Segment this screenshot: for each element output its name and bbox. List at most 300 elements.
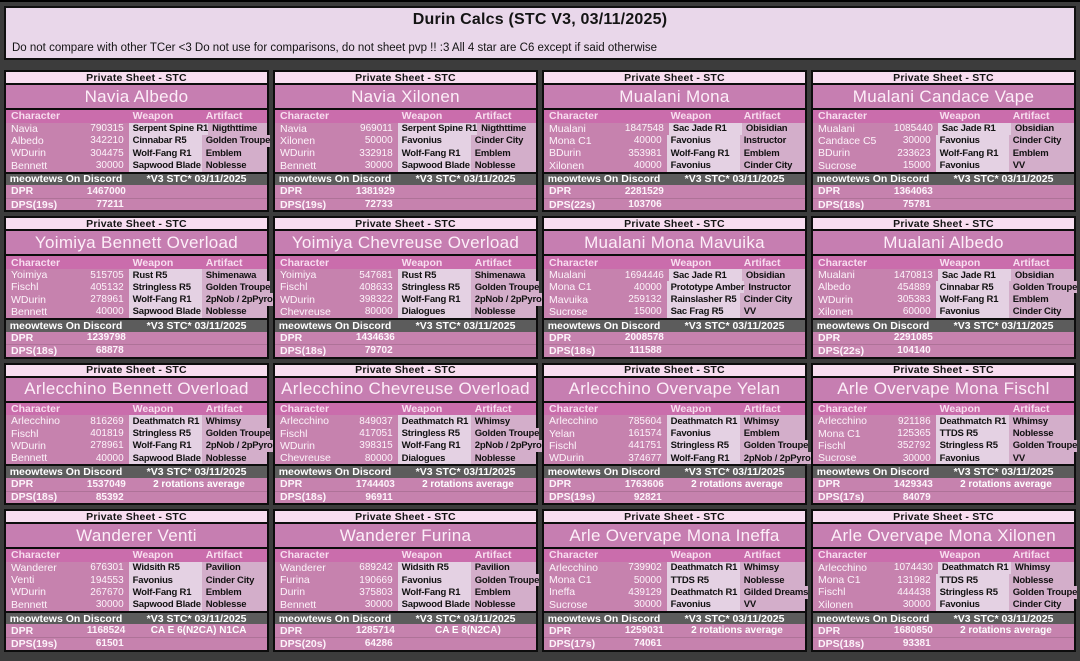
character-name-cell: Sucrose — [813, 452, 894, 464]
artifact-cell: Noblesse — [471, 159, 536, 171]
damage-value-cell: 50000 — [625, 574, 667, 586]
version-text: *V3 STC* 03/11/2025 — [684, 612, 785, 625]
artifact-cell: Golden Troupe — [471, 574, 539, 586]
calc-card — [542, 363, 811, 505]
weapon-cell: Dialogues — [398, 306, 471, 318]
weapon-cell: Rust R5 — [129, 269, 202, 281]
column-header-artifact: Artifact — [205, 403, 243, 415]
weapon-cell: Wolf-Fang R1 — [398, 440, 471, 452]
weapon-cell: Stringless R5 — [398, 281, 471, 293]
table-row — [813, 123, 1074, 135]
table-header-row — [6, 110, 267, 123]
card-title: Mualani Candace Vape — [813, 85, 1074, 110]
dps-row — [544, 637, 805, 650]
weapon-cell: Stringless R5 — [936, 586, 1009, 598]
damage-value-cell: 342210 — [87, 135, 129, 147]
credit-bar — [275, 172, 536, 186]
weapon-cell: Favonius — [936, 135, 1009, 147]
table-row — [275, 123, 536, 135]
character-name-cell: Wanderer — [275, 562, 356, 574]
column-header-weapon: Weapon — [670, 403, 712, 415]
table-row — [275, 415, 536, 427]
artifact-cell: Noblesse — [1009, 574, 1074, 586]
column-header-character: Character — [280, 549, 330, 562]
damage-value-cell: 30000 — [356, 599, 398, 611]
damage-value-cell: 267670 — [87, 586, 129, 598]
dps-value: 111588 — [629, 345, 662, 357]
dpr-row — [6, 185, 267, 198]
sheet-type-label: Private Sheet - STC — [544, 72, 805, 85]
character-name-cell: Chevreuse — [275, 452, 356, 464]
table-row — [544, 439, 809, 452]
column-header-artifact: Artifact — [474, 403, 512, 415]
dpr-label: DPR — [818, 624, 841, 637]
column-header-character: Character — [11, 256, 61, 269]
dpr-label: DPR — [280, 331, 303, 344]
dpr-label: DPR — [11, 185, 34, 198]
weapon-cell: Stringless R5 — [129, 428, 202, 440]
credit-bar — [275, 318, 536, 332]
damage-value-cell: 417051 — [356, 428, 398, 440]
version-text: *V3 STC* 03/11/2025 — [415, 612, 516, 625]
artifact-cell: Whimsy — [740, 415, 805, 427]
sheet-type-label: Private Sheet - STC — [544, 365, 805, 378]
artifact-cell: Cinder City — [1009, 135, 1074, 147]
column-header-weapon: Weapon — [132, 549, 174, 562]
table-header-row — [275, 256, 536, 269]
table-row — [275, 135, 536, 147]
character-name-cell: Fischl — [544, 440, 625, 452]
artifact-cell: Noblesse — [202, 159, 267, 171]
dpr-label: DPR — [280, 185, 303, 198]
dpr-value: 1434636 — [355, 332, 395, 344]
character-name-cell: Candace C5 — [813, 135, 894, 147]
damage-value-cell: 30000 — [87, 159, 129, 171]
artifact-cell: Noblesse — [471, 306, 536, 318]
weapon-cell: Wolf-Fang R1 — [129, 586, 202, 598]
dpr-label: DPR — [280, 478, 303, 491]
artifact-cell: VV — [1009, 159, 1074, 171]
character-name-cell: Fischl — [813, 440, 894, 452]
table-header-row — [275, 403, 536, 416]
column-header-weapon: Weapon — [670, 256, 712, 269]
artifact-cell: 2pNob / 2pPyro — [471, 440, 542, 452]
character-name-cell: Fischl — [6, 281, 87, 293]
column-header-artifact: Artifact — [743, 549, 781, 562]
damage-value-cell: 30000 — [894, 452, 936, 464]
dpr-label: DPR — [549, 331, 572, 344]
artifact-cell: Noblesse — [740, 574, 805, 586]
character-name-cell: Fischl — [6, 428, 87, 440]
character-name-cell: BDurin — [813, 147, 894, 159]
damage-value-cell: 790315 — [87, 123, 129, 135]
credit-bar — [813, 611, 1074, 625]
dps-value: 84079 — [902, 491, 931, 503]
column-header-character: Character — [818, 110, 868, 123]
character-name-cell: Mualani — [544, 269, 625, 281]
character-name-cell: Yelan — [544, 428, 625, 440]
weapon-cell: Sac Jade R1 — [669, 269, 742, 281]
sheet-type-label: Private Sheet - STC — [544, 511, 805, 524]
artifact-cell: Golden Troupe — [202, 135, 270, 147]
damage-value-cell: 278961 — [87, 440, 129, 452]
column-header-artifact: Artifact — [743, 110, 781, 123]
weapon-cell: Sac Jade R1 — [938, 123, 1011, 135]
dpr-value: 1381929 — [355, 185, 395, 197]
dps-label: DPS(20s) — [280, 637, 327, 650]
artifact-cell: Emblem — [740, 147, 805, 159]
table-row — [813, 452, 1074, 464]
table-row — [6, 159, 267, 171]
artifact-cell: Cinder City — [471, 135, 536, 147]
artifact-cell: VV — [1009, 452, 1074, 464]
column-header-character: Character — [280, 403, 330, 415]
damage-value-cell: 785604 — [625, 415, 667, 427]
dps-row — [813, 198, 1074, 211]
artifact-cell: Whimsy — [471, 415, 536, 427]
page-subtitle: Do not compare with other TCer <3 Do not use for comparisons, do not sheet pvp !! :3 All 4 star are C6 except if said otherwise — [12, 42, 658, 54]
weapon-cell: Favonius — [667, 599, 740, 611]
table-row — [544, 123, 805, 135]
table-row — [275, 586, 536, 598]
version-text: *V3 STC* 03/11/2025 — [146, 319, 247, 332]
version-text: *V3 STC* 03/11/2025 — [146, 612, 247, 625]
damage-value-cell: 332918 — [356, 147, 398, 159]
damage-value-cell: 40000 — [87, 452, 129, 464]
dps-row — [275, 198, 536, 211]
calc-card — [273, 363, 542, 505]
character-name-cell: Sucrose — [544, 599, 625, 611]
card-title: Wanderer Furina — [275, 524, 536, 549]
table-row — [544, 281, 805, 293]
damage-value-cell: 30000 — [356, 159, 398, 171]
damage-value-cell: 1847548 — [625, 123, 669, 135]
damage-value-cell: 40000 — [625, 281, 667, 293]
dpr-value: 2291085 — [893, 332, 933, 344]
character-name-cell: Bennett — [6, 306, 87, 318]
artifact-cell: Gilded Dreams — [740, 586, 808, 598]
dpr-value: 2008578 — [624, 332, 664, 344]
table-row — [6, 562, 267, 574]
table-header-row — [6, 403, 267, 416]
card-title: Mualani Mona Mavuika — [544, 231, 805, 256]
character-name-cell: Xilonen — [813, 599, 894, 611]
sheet-type-label: Private Sheet - STC — [275, 511, 536, 524]
table-row — [813, 415, 1074, 427]
table-row — [813, 269, 1074, 281]
artifact-cell: Emblem — [471, 586, 536, 598]
table-row — [813, 439, 1078, 452]
character-name-cell: Mualani — [813, 269, 894, 281]
weapon-cell: Sapwood Blade — [398, 599, 471, 611]
table-row — [275, 427, 540, 440]
column-header-weapon: Weapon — [939, 256, 981, 269]
column-header-artifact: Artifact — [205, 256, 243, 269]
character-name-cell: WDurin — [275, 293, 356, 305]
column-header-artifact: Artifact — [1012, 403, 1050, 415]
dps-label: DPS(19s) — [11, 637, 58, 650]
table-row — [6, 427, 271, 440]
artifact-cell: Golden Troupe — [1009, 281, 1077, 293]
table-header-row — [544, 549, 805, 562]
dps-row — [275, 344, 536, 357]
card-title: Yoimiya Bennett Overload — [6, 231, 267, 256]
character-name-cell: Arlecchino — [544, 415, 625, 427]
character-name-cell: Xilonen — [813, 306, 894, 318]
table-row — [275, 599, 536, 611]
dpr-label: DPR — [549, 624, 572, 637]
dpr-label: DPR — [818, 185, 841, 198]
character-name-cell: WDurin — [275, 440, 356, 452]
credit-bar — [813, 318, 1074, 332]
table-row — [275, 269, 536, 281]
column-header-weapon: Weapon — [132, 403, 174, 415]
damage-value-cell: 739902 — [625, 562, 667, 574]
sheet-type-label: Private Sheet - STC — [813, 218, 1074, 231]
sheet-type-label: Private Sheet - STC — [813, 365, 1074, 378]
column-header-artifact: Artifact — [743, 403, 781, 415]
weapon-cell: Sapwood Blade — [129, 306, 202, 318]
table-row — [544, 599, 805, 611]
damage-value-cell: 353981 — [625, 147, 667, 159]
artifact-cell: Obisidian — [742, 123, 805, 135]
weapon-cell: Stringless R5 — [129, 281, 202, 293]
calc-card — [542, 70, 807, 212]
sheet-type-label: Private Sheet - STC — [544, 218, 805, 231]
weapon-cell: Wolf-Fang R1 — [129, 440, 202, 452]
character-name-cell: Navia — [275, 123, 356, 135]
character-name-cell: Arlecchino — [813, 415, 894, 427]
damage-value-cell: 15000 — [625, 306, 667, 318]
character-name-cell: Mualani — [813, 123, 894, 135]
version-text: *V3 STC* 03/11/2025 — [415, 466, 516, 479]
weapon-cell: Wolf-Fang R1 — [129, 147, 202, 159]
weapon-cell: Rust R5 — [398, 269, 471, 281]
artifact-cell: Instructor — [744, 281, 805, 293]
table-header-row — [6, 549, 267, 562]
table-row — [6, 586, 267, 598]
character-name-cell: Arlecchino — [544, 562, 625, 574]
dpr-row — [813, 185, 1074, 198]
damage-value-cell: 30000 — [894, 599, 936, 611]
dpr-row — [6, 332, 267, 345]
calc-card — [273, 216, 542, 358]
dps-row — [813, 344, 1074, 357]
table-row — [813, 586, 1078, 599]
page-title: Durin Calcs (STC V3, 03/11/2025) — [412, 11, 668, 28]
damage-value-cell: 444438 — [894, 586, 936, 598]
table-row — [275, 159, 536, 171]
artifact-cell: Whimsy — [740, 562, 805, 574]
dps-row — [813, 491, 1074, 504]
character-name-cell: Mona C1 — [813, 428, 894, 440]
dpr-value: 1680850 — [893, 625, 933, 637]
character-name-cell: Mona C1 — [544, 574, 625, 586]
column-header-character: Character — [549, 256, 599, 269]
table-row — [6, 281, 271, 294]
dpr-value: 1364063 — [893, 185, 933, 197]
card-title: Arle Overvape Mona Xilonen — [813, 524, 1074, 549]
table-row — [6, 293, 273, 306]
damage-value-cell: 80000 — [356, 306, 398, 318]
weapon-cell: Favonius — [398, 574, 471, 586]
damage-value-cell: 30000 — [625, 599, 667, 611]
column-header-character: Character — [549, 549, 599, 562]
weapon-cell: Wolf-Fang R1 — [667, 147, 740, 159]
table-row — [813, 562, 1074, 574]
artifact-cell: Golden Troupe — [202, 281, 270, 293]
character-name-cell: WDurin — [6, 147, 87, 159]
weapon-cell: Favonius — [667, 159, 740, 171]
damage-value-cell: 374677 — [625, 452, 667, 464]
calc-card — [811, 363, 1076, 505]
dpr-value: 1763606 — [624, 478, 664, 490]
version-text: *V3 STC* 03/11/2025 — [684, 319, 785, 332]
table-header-row — [813, 256, 1074, 269]
table-header-row — [275, 110, 536, 123]
dps-value: 79702 — [364, 345, 393, 357]
artifact-cell: Golden Troupe — [740, 440, 808, 452]
table-row — [813, 281, 1078, 294]
artifact-cell: Obsidian — [1011, 269, 1074, 281]
table-row — [544, 428, 805, 440]
table-header-row — [813, 110, 1074, 123]
character-name-cell: BDurin — [544, 147, 625, 159]
dpr-row — [544, 185, 805, 198]
artifact-cell: Cinder City — [202, 574, 267, 586]
table-header-row — [544, 110, 805, 123]
column-header-weapon: Weapon — [401, 256, 443, 269]
damage-value-cell: 30000 — [894, 135, 936, 147]
artifact-cell: Emblem — [1009, 293, 1074, 305]
table-row — [544, 269, 805, 281]
dps-value: 64286 — [364, 638, 393, 650]
table-row — [544, 586, 809, 599]
calc-card — [273, 509, 538, 651]
damage-value-cell: 408633 — [356, 281, 398, 293]
dpr-value: 1168524 — [86, 625, 126, 637]
dps-row — [544, 198, 805, 211]
column-header-artifact: Artifact — [474, 256, 512, 269]
weapon-cell: Favonius — [936, 159, 1009, 171]
table-row — [813, 574, 1074, 586]
dps-label: DPS(18s) — [818, 637, 865, 650]
weapon-cell: Prototype Amber — [667, 281, 745, 293]
dpr-row — [544, 332, 805, 345]
artifact-cell: 2pNob / 2pPyro — [471, 293, 542, 305]
dpr-row — [275, 332, 536, 345]
card-title: Mualani Albedo — [813, 231, 1074, 256]
column-header-artifact: Artifact — [205, 110, 243, 123]
column-header-weapon: Weapon — [670, 549, 712, 562]
damage-value-cell: 676301 — [87, 562, 129, 574]
card-title: Arlecchino Overvape Yelan — [544, 378, 805, 403]
dpr-value: 1239798 — [86, 332, 126, 344]
character-name-cell: Chevreuse — [275, 306, 356, 318]
version-text: *V3 STC* 03/11/2025 — [146, 466, 247, 479]
damage-value-cell: 40000 — [87, 306, 129, 318]
character-name-cell: WDurin — [6, 440, 87, 452]
weapon-cell: Deathmatch R1 — [667, 562, 740, 574]
card-title: Navia Xilonen — [275, 85, 536, 110]
artifact-cell: Cinder City — [1009, 599, 1074, 611]
dps-value: 74061 — [633, 638, 662, 650]
sheet-type-label: Private Sheet - STC — [6, 365, 267, 378]
column-header-weapon: Weapon — [132, 256, 174, 269]
dps-value: 61501 — [95, 638, 124, 650]
weapon-cell: Sapwood Blade — [129, 599, 202, 611]
character-name-cell: Yoimiya — [275, 269, 356, 281]
rotation-note: CA E 8(N2CA) — [435, 625, 501, 637]
artifact-cell: Noblesse — [471, 599, 536, 611]
card-title: Navia Albedo — [6, 85, 267, 110]
character-name-cell: WDurin — [813, 293, 894, 305]
artifact-cell: 2pNob / 2pPyro — [202, 293, 273, 305]
damage-value-cell: 454889 — [894, 281, 936, 293]
table-row — [6, 439, 273, 452]
credit-bar — [275, 464, 536, 478]
artifact-cell: Noblesse — [202, 452, 267, 464]
weapon-cell: Wolf-Fang R1 — [398, 147, 471, 159]
dps-value: 96911 — [365, 491, 393, 503]
character-name-cell: Mavuika — [544, 293, 625, 305]
credit-text: meowtews On Discord — [816, 173, 930, 186]
dps-value: 103706 — [628, 199, 662, 211]
artifact-cell: Golden Troupe — [202, 428, 270, 440]
character-name-cell: Navia — [6, 123, 87, 135]
version-text: *V3 STC* 03/11/2025 — [953, 319, 1054, 332]
table-header-row — [6, 256, 267, 269]
weapon-cell: Deathmatch R1 — [398, 415, 471, 427]
table-row — [813, 293, 1074, 305]
dpr-value: 1744403 — [355, 478, 395, 490]
version-text: *V3 STC* 03/11/2025 — [953, 612, 1054, 625]
dps-value: 77211 — [96, 199, 124, 211]
dps-value: 93381 — [902, 638, 931, 650]
dps-label: DPS(19s) — [11, 198, 58, 211]
character-name-cell: Wanderer — [6, 562, 87, 574]
damage-value-cell: 547681 — [356, 269, 398, 281]
credit-text: meowtews On Discord — [278, 319, 392, 332]
calc-card — [811, 509, 1076, 651]
character-name-cell: Sucrose — [544, 306, 625, 318]
damage-value-cell: 233623 — [894, 147, 936, 159]
damage-value-cell: 305383 — [894, 293, 936, 305]
artifact-cell: Emblem — [1009, 147, 1074, 159]
weapon-cell: Widsith R5 — [129, 562, 202, 574]
version-text: *V3 STC* 03/11/2025 — [415, 319, 516, 332]
artifact-cell: Emblem — [471, 147, 536, 159]
character-name-cell: Yoimiya — [6, 269, 87, 281]
dpr-label: DPR — [549, 185, 572, 198]
character-name-cell: Bennett — [6, 599, 87, 611]
damage-value-cell: 30000 — [87, 599, 129, 611]
column-header-artifact: Artifact — [743, 256, 781, 269]
dps-label: DPS(17s) — [818, 491, 865, 504]
artifact-cell: Emblem — [202, 586, 267, 598]
credit-bar — [6, 318, 267, 332]
weapon-cell: Dialogues — [398, 452, 471, 464]
character-name-cell: WDurin — [544, 452, 625, 464]
column-header-character: Character — [11, 403, 61, 415]
weapon-cell: Deathmatch R1 — [667, 415, 740, 427]
damage-value-cell: 969011 — [356, 123, 398, 135]
rotation-note: 2 rotations average — [691, 625, 783, 637]
weapon-cell: Wolf-Fang R1 — [936, 147, 1009, 159]
dpr-row — [544, 478, 805, 491]
damage-value-cell: 401819 — [87, 428, 129, 440]
weapon-cell: Deathmatch R1 — [936, 415, 1009, 427]
